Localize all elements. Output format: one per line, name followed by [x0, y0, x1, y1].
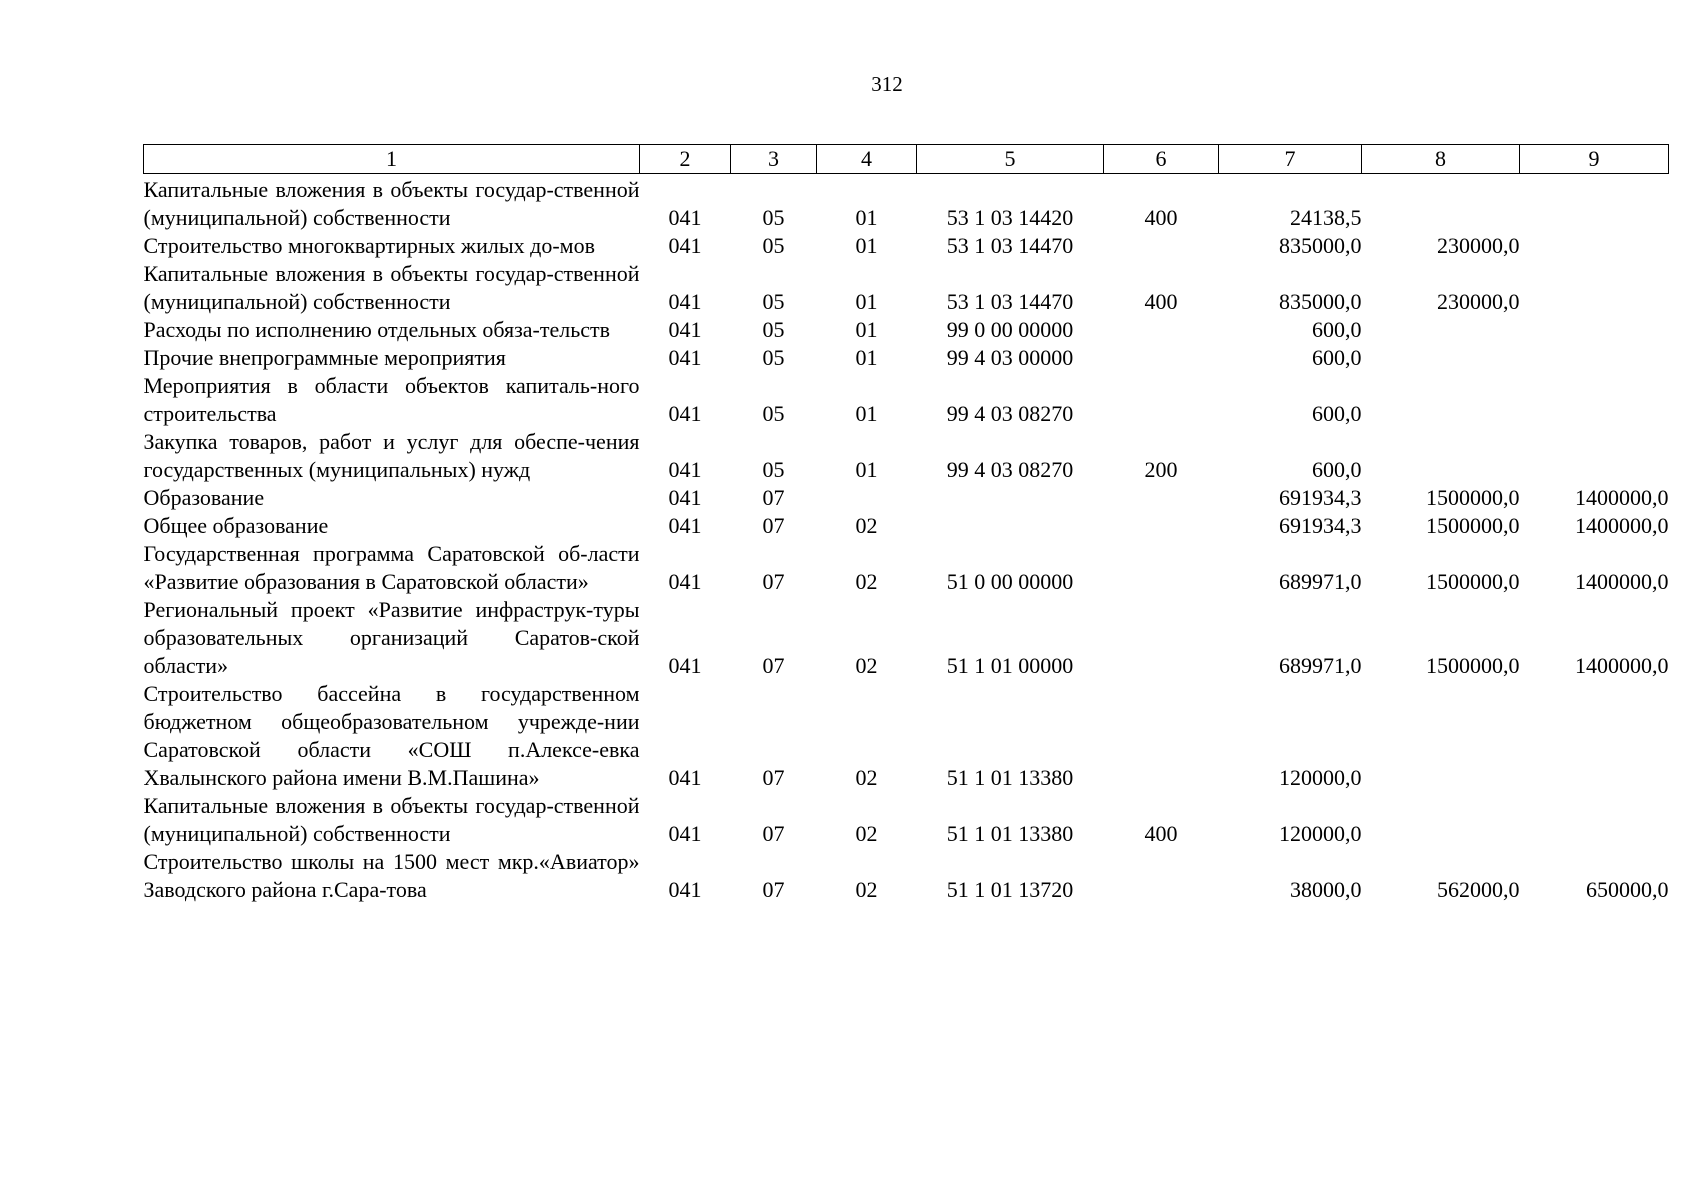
column-header: 5	[917, 145, 1104, 174]
cell-ministry: 041	[668, 205, 702, 230]
cell-expense-type	[1104, 540, 1219, 596]
cell-subsection: 01	[855, 233, 878, 258]
cell-subsection: 02	[855, 653, 878, 678]
cell-amount-col8	[1362, 174, 1520, 233]
cell-subsection: 01	[855, 345, 878, 370]
cell-ministry: 041	[668, 401, 702, 426]
cell-ministry: 041	[668, 569, 702, 594]
cell-expense-type: 400	[1144, 289, 1178, 314]
cell-amount-col7: 600,0	[1312, 317, 1362, 342]
cell-target-article: 99 4 03 08270	[946, 401, 1074, 426]
cell-amount-col9	[1520, 316, 1669, 344]
budget-table	[143, 144, 1669, 904]
item-name: Образование	[143, 485, 265, 510]
column-header: 3	[731, 145, 817, 174]
cell-expense-type	[1104, 316, 1219, 344]
cell-subsection: 01	[855, 401, 878, 426]
cell-target-article: 99 4 03 00000	[946, 345, 1074, 370]
cell-expense-type	[1104, 596, 1219, 680]
cell-section: 05	[762, 289, 785, 314]
column-header: 1	[144, 145, 640, 174]
page-number: 312	[871, 72, 903, 96]
table-row	[144, 792, 1669, 848]
cell-amount-col7: 24138,5	[1290, 205, 1362, 230]
cell-amount-col8: 1500000,0	[1426, 569, 1520, 594]
table-row	[144, 174, 1669, 233]
table-row	[144, 484, 1669, 512]
column-header: 7	[1219, 145, 1362, 174]
cell-section: 07	[762, 821, 785, 846]
cell-amount-col8	[1362, 680, 1520, 792]
table-row	[144, 232, 1669, 260]
cell-amount-col9: 650000,0	[1586, 877, 1669, 902]
cell-amount-col9	[1520, 428, 1669, 484]
cell-section: 07	[762, 513, 785, 538]
item-name: Закупка товаров, работ и услуг для обеспе-чения государственных (муниципальных) нужд	[143, 429, 640, 482]
cell-target-article	[917, 512, 1104, 540]
cell-subsection	[817, 484, 917, 512]
table-row	[144, 680, 1669, 792]
cell-amount-col7: 120000,0	[1279, 765, 1362, 790]
cell-target-article: 53 1 03 14470	[946, 233, 1074, 258]
cell-target-article: 53 1 03 14470	[946, 289, 1074, 314]
cell-subsection: 01	[855, 457, 878, 482]
cell-amount-col9: 1400000,0	[1575, 653, 1669, 678]
cell-subsection: 02	[855, 821, 878, 846]
cell-amount-col7: 689971,0	[1279, 653, 1362, 678]
table-body	[144, 174, 1669, 905]
cell-amount-col7: 600,0	[1312, 401, 1362, 426]
cell-expense-type	[1104, 680, 1219, 792]
cell-subsection: 02	[855, 877, 878, 902]
cell-amount-col9	[1520, 372, 1669, 428]
cell-section: 05	[762, 233, 785, 258]
cell-amount-col8	[1362, 372, 1520, 428]
cell-expense-type	[1104, 372, 1219, 428]
cell-target-article: 99 0 00 00000	[946, 317, 1074, 342]
cell-target-article	[917, 484, 1104, 512]
item-name: Капитальные вложения в объекты государ-ственной (муниципальной) собственности	[143, 177, 640, 230]
cell-target-article: 51 1 01 13380	[946, 821, 1074, 846]
column-header: 6	[1104, 145, 1219, 174]
cell-ministry: 041	[668, 345, 702, 370]
cell-ministry: 041	[668, 457, 702, 482]
item-name: Региональный проект «Развитие инфраструк-туры образовательных организаций Саратов-ской области»	[143, 597, 640, 678]
column-header: 2	[640, 145, 731, 174]
cell-amount-col7: 38000,0	[1290, 877, 1362, 902]
cell-amount-col7: 600,0	[1312, 457, 1362, 482]
item-name: Капитальные вложения в объекты государ-ственной (муниципальной) собственности	[143, 793, 640, 846]
cell-amount-col9	[1520, 792, 1669, 848]
table-row	[144, 372, 1669, 428]
cell-target-article: 51 0 00 00000	[946, 569, 1074, 594]
cell-amount-col8	[1362, 792, 1520, 848]
cell-amount-col8: 230000,0	[1437, 289, 1520, 314]
cell-section: 07	[762, 485, 785, 510]
cell-subsection: 01	[855, 205, 878, 230]
cell-section: 05	[762, 345, 785, 370]
cell-section: 07	[762, 765, 785, 790]
cell-section: 07	[762, 653, 785, 678]
item-name: Капитальные вложения в объекты государ-ственной (муниципальной) собственности	[143, 261, 640, 314]
item-name: Общее образование	[143, 513, 329, 538]
cell-subsection: 02	[855, 765, 878, 790]
table-row	[144, 596, 1669, 680]
cell-target-article: 51 1 01 00000	[946, 653, 1074, 678]
cell-amount-col9	[1520, 232, 1669, 260]
cell-section: 07	[762, 569, 785, 594]
cell-target-article: 51 1 01 13720	[946, 877, 1074, 902]
table-row	[144, 540, 1669, 596]
cell-amount-col9	[1520, 344, 1669, 372]
table-row	[144, 512, 1669, 540]
cell-ministry: 041	[668, 485, 702, 510]
cell-amount-col9: 1400000,0	[1575, 513, 1669, 538]
cell-subsection: 02	[855, 513, 878, 538]
cell-expense-type: 200	[1144, 457, 1178, 482]
cell-section: 05	[762, 317, 785, 342]
table-row	[144, 428, 1669, 484]
cell-section: 05	[762, 457, 785, 482]
cell-expense-type	[1104, 232, 1219, 260]
cell-amount-col8	[1362, 316, 1520, 344]
column-header: 4	[817, 145, 917, 174]
cell-subsection: 02	[855, 569, 878, 594]
cell-amount-col7: 120000,0	[1279, 821, 1362, 846]
table-row	[144, 260, 1669, 316]
column-header: 9	[1520, 145, 1669, 174]
cell-amount-col8: 1500000,0	[1426, 653, 1520, 678]
cell-amount-col8: 562000,0	[1437, 877, 1520, 902]
cell-target-article: 99 4 03 08270	[946, 457, 1074, 482]
table-row	[144, 344, 1669, 372]
cell-expense-type: 400	[1144, 205, 1178, 230]
cell-amount-col8	[1362, 428, 1520, 484]
item-name: Мероприятия в области объектов капиталь-ного строительства	[143, 373, 640, 426]
cell-amount-col9	[1520, 174, 1669, 233]
table-row	[144, 316, 1669, 344]
table-header-row	[144, 145, 1669, 174]
cell-ministry: 041	[668, 289, 702, 314]
cell-expense-type	[1104, 344, 1219, 372]
cell-ministry: 041	[668, 765, 702, 790]
column-header: 8	[1362, 145, 1520, 174]
item-name: Строительство бассейна в государственном бюджетном общеобразовательном учрежде-нии Саратовской области «СОШ п.Алексе-евка Хвалынского района имени В.М.Пашина»	[143, 681, 640, 790]
cell-amount-col9: 1400000,0	[1575, 569, 1669, 594]
cell-section: 05	[762, 401, 785, 426]
cell-ministry: 041	[668, 877, 702, 902]
cell-amount-col8: 230000,0	[1437, 233, 1520, 258]
cell-amount-col7: 691934,3	[1279, 485, 1362, 510]
cell-amount-col8: 1500000,0	[1426, 485, 1520, 510]
cell-amount-col7: 835000,0	[1279, 289, 1362, 314]
cell-ministry: 041	[668, 513, 702, 538]
cell-ministry: 041	[668, 233, 702, 258]
cell-expense-type: 400	[1144, 821, 1178, 846]
cell-amount-col8: 1500000,0	[1426, 513, 1520, 538]
item-name: Прочие внепрограммные мероприятия	[143, 345, 506, 370]
cell-amount-col7: 600,0	[1312, 345, 1362, 370]
cell-ministry: 041	[668, 653, 702, 678]
cell-section: 07	[762, 877, 785, 902]
cell-ministry: 041	[668, 821, 702, 846]
item-name: Расходы по исполнению отдельных обяза-тельств	[143, 317, 611, 342]
cell-target-article: 53 1 03 14420	[946, 205, 1074, 230]
cell-amount-col7: 691934,3	[1279, 513, 1362, 538]
cell-target-article: 51 1 01 13380	[946, 765, 1074, 790]
cell-amount-col7: 689971,0	[1279, 569, 1362, 594]
table-row	[144, 848, 1669, 904]
cell-amount-col7: 835000,0	[1279, 233, 1362, 258]
cell-amount-col9	[1520, 680, 1669, 792]
cell-ministry: 041	[668, 317, 702, 342]
item-name: Строительство многоквартирных жилых до-мов	[143, 233, 595, 258]
cell-amount-col9	[1520, 260, 1669, 316]
cell-expense-type	[1104, 848, 1219, 904]
cell-expense-type	[1104, 484, 1219, 512]
cell-expense-type	[1104, 512, 1219, 540]
cell-subsection: 01	[855, 317, 878, 342]
item-name: Государственная программа Саратовской об-ласти «Развитие образования в Саратовской области»	[143, 541, 640, 594]
cell-amount-col9: 1400000,0	[1575, 485, 1669, 510]
cell-amount-col8	[1362, 344, 1520, 372]
item-name: Строительство школы на 1500 мест мкр.«Авиатор» Заводского района г.Сара-това	[143, 849, 640, 902]
cell-subsection: 01	[855, 289, 878, 314]
cell-section: 05	[762, 205, 785, 230]
